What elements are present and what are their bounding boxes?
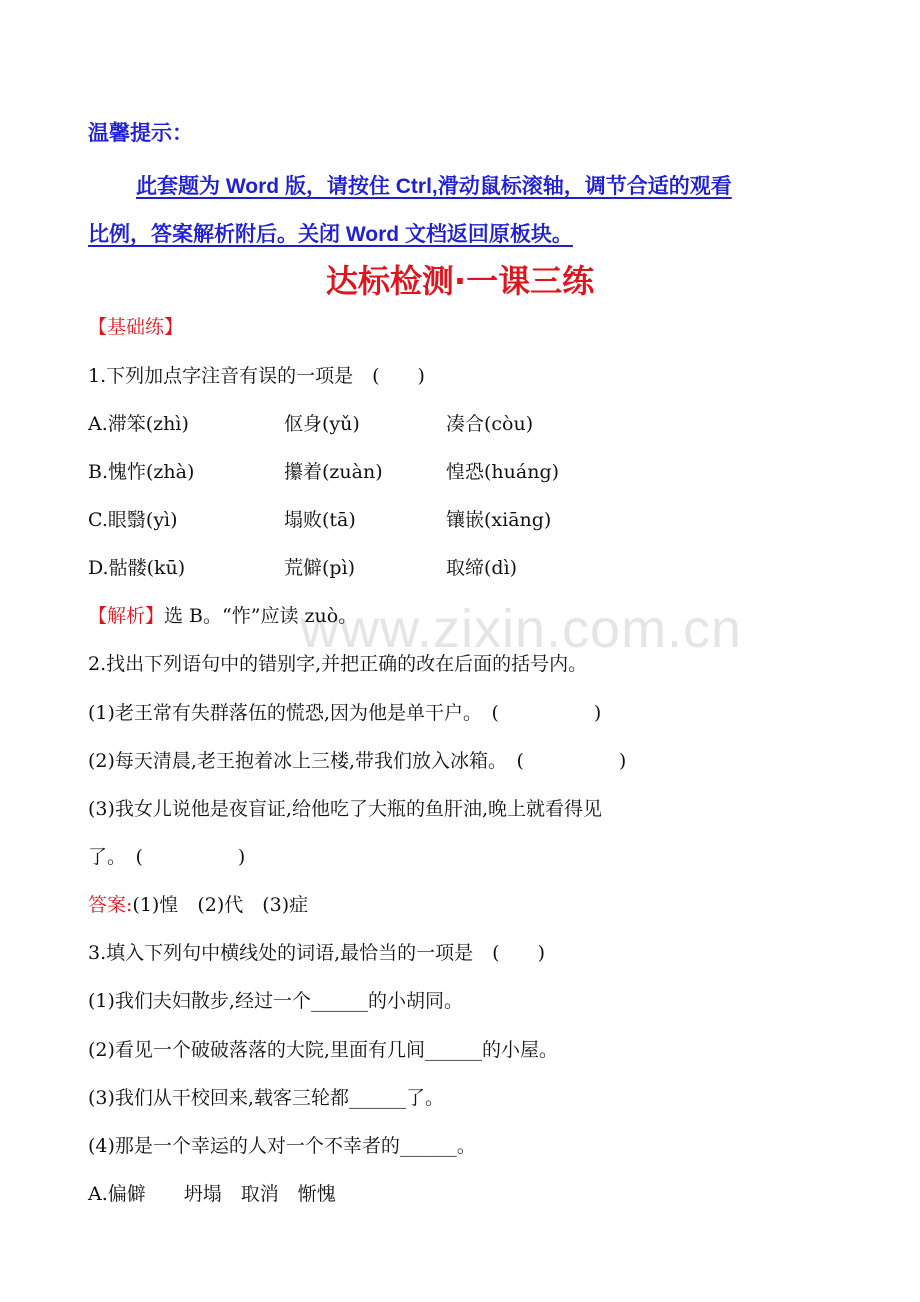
tip-heading: 温馨提示： xyxy=(88,122,193,145)
q2-sentence-3a: (3)我女儿说他是夜盲证,给他吃了大瓶的鱼肝油,晚上就看得见 xyxy=(88,798,602,820)
q1-b-2: 攥着(zuàn) xyxy=(284,461,383,483)
q1-a-2: 伛身(yǔ) xyxy=(284,413,360,435)
q3-sentence-3: (3)我们从干校回来,载客三轮都______了。 xyxy=(88,1087,444,1109)
q3-sentence-4: (4)那是一个幸运的人对一个不幸者的______。 xyxy=(88,1135,476,1157)
q1-d-1: D.骷髅(kū) xyxy=(88,557,186,579)
analysis-label: 【解析】 xyxy=(88,605,165,627)
q1-stem: 1.下列加点字注音有误的一项是 ( ) xyxy=(88,365,425,387)
q1-analysis xyxy=(88,603,357,629)
q1-c-2: 塌败(tā) xyxy=(284,509,356,531)
q1-d-2: 荒僻(pì) xyxy=(284,557,356,579)
q3-option-a: A.偏僻 坍塌 取消 惭愧 xyxy=(88,1183,336,1205)
tip-body xyxy=(88,163,836,259)
section-label: 【基础练】 xyxy=(88,316,184,338)
q2-stem: 2.找出下列语句中的错别字,并把正确的改在后面的括号内。 xyxy=(88,653,588,675)
q1-b-3: 惶恐(huáng) xyxy=(446,461,560,483)
answer-text: (1)惶 (2)代 (3)症 xyxy=(132,894,309,916)
q2-sentence-2: (2)每天清晨,老王抱着冰上三楼,带我们放入冰箱。 ( ) xyxy=(88,750,627,772)
tip-line-1: 此套题为 Word 版，请按住 Ctrl,滑动鼠标滚轴，调节合适的观看 xyxy=(136,175,732,198)
q2-sentence-3b: 了。 ( ) xyxy=(88,846,246,868)
watermark: www.zixin.com.cn xyxy=(300,599,743,659)
q1-a-3: 凑合(còu) xyxy=(446,413,534,435)
answer-label: 答案: xyxy=(88,894,133,916)
q1-d-3: 取缔(dì) xyxy=(446,557,518,579)
tip-line-2: 比例，答案解析附后。关闭 Word 文档返回原板块。 xyxy=(88,223,573,246)
q2-sentence-1: (1)老王常有失群落伍的慌恐,因为他是单干户。 ( ) xyxy=(88,702,602,724)
q3-sentence-2: (2)看见一个破破落落的大院,里面有几间______的小屋。 xyxy=(88,1039,558,1061)
q3-stem: 3.填入下列句中横线处的词语,最恰当的一项是 ( ) xyxy=(88,942,545,964)
page-title: 达标检测·一课三练 xyxy=(325,262,595,300)
analysis-text: 选 B。“怍”应读 zuò。 xyxy=(164,605,358,627)
q1-a-1: A.滞笨(zhì) xyxy=(88,413,189,435)
q2-answer xyxy=(88,892,308,918)
q1-c-3: 镶嵌(xiāng) xyxy=(446,509,552,531)
q1-b-1: B.愧怍(zhà) xyxy=(88,461,195,483)
q1-c-1: C.眼翳(yì) xyxy=(88,509,178,531)
q3-sentence-1: (1)我们夫妇散步,经过一个______的小胡同。 xyxy=(88,990,463,1012)
